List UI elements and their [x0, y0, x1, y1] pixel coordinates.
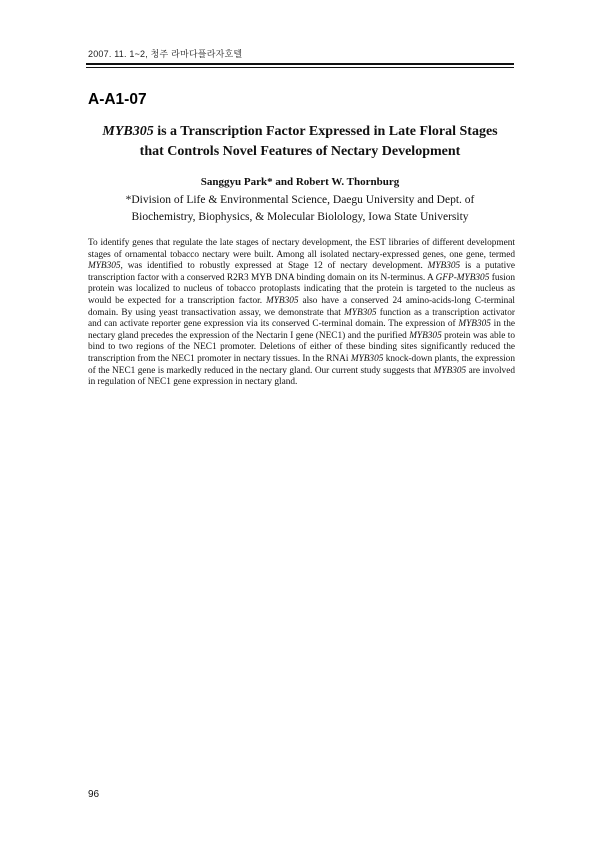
gene-name: MYB305	[88, 261, 121, 272]
abstract-text: To identify genes that regulate the late stages of nectary development, the EST libraries of different development stages of ornamental tobacco nectary were built. Among all isolated nectary-expressed genes, one gene, termed	[88, 238, 515, 260]
gene-name: GFP-MYB305	[435, 272, 490, 283]
abstract-text: are involved in regulation of NEC1 gene expression in nectary gland.	[88, 365, 515, 388]
abstract-code: A-A1-07	[88, 91, 147, 108]
abstract-text: function as a transcription activator and can activate reporter gene expression via its conserved C-terminal domain. The expression of	[88, 307, 516, 330]
header-rule-thin	[86, 67, 514, 68]
abstract-body	[88, 238, 515, 389]
gene-name: MYB305	[344, 307, 377, 318]
gene-name: MYB305	[350, 353, 384, 364]
page-number: 96	[88, 789, 100, 800]
affiliation-line2: Biochemistry, Biophysics, & Molecular Biolology, Iowa State University	[131, 211, 469, 223]
header-rule-thick	[86, 63, 514, 65]
abstract-text: knock-down plants, the expression of the NEC1 gene is markedly reduced in the nectary gland. Our current study suggests that	[88, 353, 515, 376]
gene-name: MYB305	[427, 261, 461, 272]
abstract-text: , was identified to robustly expressed at Stage 12 of nectary development.	[120, 261, 428, 272]
title-line2: that Controls Novel Features of Nectary Development	[139, 144, 461, 159]
abstract-text: fusion protein was localized to nucleus of tobacco protoplasts indicating that the protein is targeted to the nucleus as would be expected for a transcription factor.	[88, 272, 515, 306]
gene-name: MYB305	[265, 295, 299, 306]
affiliation	[88, 192, 512, 226]
gene-name: MYB305	[458, 319, 491, 330]
affiliation-line1: *Division of Life & Environmental Science, Daegu University and Dept. of	[125, 194, 475, 206]
paper-title	[88, 122, 512, 162]
authors: Sanggyu Park* and Robert W. Thornburg	[200, 176, 400, 188]
gene-name: MYB305	[433, 365, 467, 376]
abstract-text: protein was able to bind to two regions of the NEC1 promoter. Deletions of either of these binding sites significantly reduced the transcription from the NEC1 promoter in nectary tissues. In the RNAi	[88, 330, 515, 364]
title-line1: is a Transcription Factor Expressed in Late Floral Stages	[153, 124, 498, 139]
abstract-text: in the nectary gland precedes the expression of the Nectarin I gene (NEC1) and the purified	[88, 319, 515, 341]
abstract-text: also have a conserved 24 amino-acids-long C-terminal domain. By using yeast transactivation assay, we demonstrate that	[88, 295, 515, 318]
gene-name: MYB305	[409, 330, 442, 341]
abstract-text: is a putative transcription factor with a conserved R2R3 MYB DNA binding domain on its N-terminus. A	[88, 261, 515, 283]
title-gene-name: MYB305	[102, 124, 154, 139]
running-header: 2007. 11. 1~2, 청주 라마다플라자호텔	[88, 49, 243, 59]
